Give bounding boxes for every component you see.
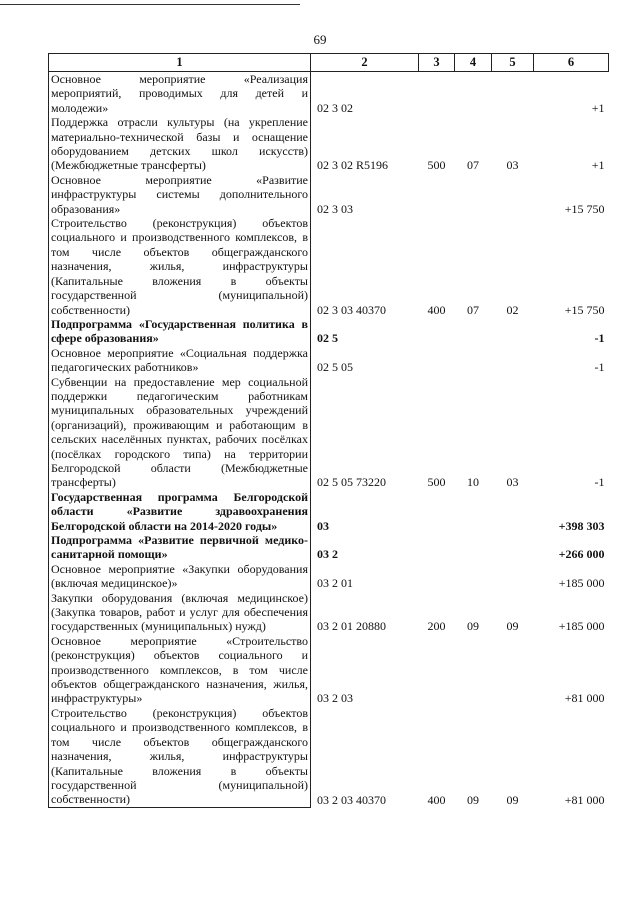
row-name-cell [49, 591, 311, 634]
table-row [49, 562, 609, 591]
row-name-text: Основное мероприятие «Реализация мероприятий, проводимых для детей и молодежи» [51, 72, 308, 115]
row-rz-cell [455, 490, 492, 533]
row-name-text: Подпрограмма «Государственная политика в сфере образования» [51, 316, 308, 346]
header-col-2: 2 [311, 54, 419, 72]
row-sum-cell: +1 [591, 100, 605, 115]
row-vr-cell: 200 [427, 619, 446, 634]
table-row [49, 706, 609, 807]
row-pr-cell: 03 [506, 158, 519, 173]
row-pr-cell [492, 634, 534, 706]
row-pr-cell: 09 [506, 792, 519, 807]
row-rz-cell [455, 173, 492, 216]
table-row [49, 216, 609, 317]
table-row [49, 115, 609, 173]
table-row [49, 375, 609, 490]
row-name-cell [49, 346, 311, 375]
row-code-cell: 03 2 01 [317, 576, 353, 591]
row-vr-cell: 400 [427, 302, 446, 317]
row-rz-cell: 09 [467, 792, 479, 807]
row-rz-cell [455, 634, 492, 706]
table-row [49, 72, 609, 116]
row-code-cell: 02 5 05 73220 [317, 475, 386, 490]
row-name-text: Основное мероприятие «Социальная поддержка педагогических работников» [51, 345, 308, 375]
row-pr-cell [492, 173, 534, 216]
row-vr-cell [419, 317, 455, 346]
row-pr-cell [492, 533, 534, 562]
row-code-cell: 03 2 03 [317, 691, 353, 706]
row-sum-cell: -1 [594, 331, 605, 346]
row-name-cell [49, 72, 311, 116]
row-sum-cell: +185 000 [558, 619, 605, 634]
row-name-cell [49, 490, 311, 533]
row-code-cell: 03 2 03 40370 [317, 792, 386, 807]
row-code-cell: 02 5 [317, 331, 338, 346]
row-vr-cell [419, 634, 455, 706]
row-name-cell [49, 317, 311, 346]
header-col-3: 3 [419, 54, 455, 72]
row-sum-cell: +185 000 [558, 576, 605, 591]
row-pr-cell: 09 [506, 619, 519, 634]
row-code-cell: 02 3 03 40370 [317, 302, 386, 317]
row-name-cell [49, 115, 311, 173]
row-name-text: Закупки оборудования (включая медицинское) (Закупка товаров, работ и услуг для обеспечения государственных (муниципальных) нужд) [51, 590, 308, 634]
row-pr-cell [492, 562, 534, 591]
row-name-cell [49, 173, 311, 216]
row-vr-cell [419, 533, 455, 562]
table-row [49, 490, 609, 533]
table-row [49, 317, 609, 346]
row-name-text: Строительство (реконструкция) объектов социального и производственного комплексов, в том числе объектов общегражданского назначения, жилья, инфраструктуры (Капитальные вложения в объекты государственной (муниципальной) собственности) [51, 705, 308, 807]
row-vr-cell [419, 173, 455, 216]
row-name-text: Основное мероприятие «Развитие инфраструктуры системы дополнительного образования» [51, 172, 308, 216]
document-page [48, 53, 608, 808]
row-vr-cell [419, 346, 455, 375]
row-sum-cell: -1 [594, 475, 605, 490]
row-name-text: Основное мероприятие «Закупки оборудования (включая медицинское)» [51, 561, 308, 591]
row-name-cell [49, 216, 311, 317]
header-row [49, 54, 609, 72]
row-vr-cell [419, 562, 455, 591]
row-code-cell: 02 3 02 [317, 100, 353, 115]
table-row [49, 346, 609, 375]
row-vr-cell: 500 [427, 475, 446, 490]
row-code-cell: 02 5 05 [317, 360, 353, 375]
row-pr-cell [492, 317, 534, 346]
row-code-cell: 03 [317, 518, 329, 533]
row-vr-cell: 400 [427, 792, 446, 807]
row-sum-cell: +15 750 [564, 302, 605, 317]
row-code-cell: 02 3 02 R5196 [317, 158, 389, 173]
row-name-text: Поддержка отрасли культуры (на укрепление материально-технической базы и оснащение оборудованием детских школ искусств) (Межбюджетные трансферты) [51, 115, 308, 173]
row-rz-cell [455, 562, 492, 591]
row-rz-cell [455, 317, 492, 346]
row-name-cell [49, 562, 311, 591]
row-rz-cell: 09 [467, 619, 479, 634]
row-vr-cell [419, 490, 455, 533]
row-code-cell: 02 3 03 [317, 201, 353, 216]
row-name-cell [49, 533, 311, 562]
row-code-cell: 03 2 01 20880 [317, 619, 386, 634]
row-sum-cell: +398 303 [558, 518, 605, 533]
row-pr-cell: 02 [506, 302, 519, 317]
row-name-text: Подпрограмма «Развитие первичной медико-санитарной помощи» [51, 533, 308, 562]
row-sum-cell: -1 [594, 360, 605, 375]
header-col-4: 4 [455, 54, 492, 72]
header-col-6: 6 [534, 54, 609, 72]
table-row [49, 634, 609, 706]
page-number: 69 [313, 32, 327, 47]
table-row [49, 173, 609, 216]
row-rz-cell: 07 [467, 302, 479, 317]
row-sum-cell: +266 000 [558, 547, 605, 562]
row-sum-cell: +81 000 [564, 691, 605, 706]
row-name-text: Строительство (реконструкция) объектов социального и производственного комплексов, в том числе объектов общегражданского назначения, жилья, инфраструктуры (Капитальные вложения в объекты государственной (муниципальной) собственности) [51, 216, 308, 317]
row-name-cell [49, 634, 311, 706]
row-rz-cell: 07 [467, 158, 479, 173]
header-col-1: 1 [49, 54, 311, 72]
row-name-text: Государственная программа Белгородской области «Развитие здравоохранения Белгородской области на 2014-2020 годы» [51, 489, 308, 533]
row-sum-cell: +81 000 [564, 792, 605, 807]
row-name-cell [49, 706, 311, 807]
row-vr-cell [419, 72, 455, 116]
header-col-5: 5 [492, 54, 534, 72]
row-pr-cell [492, 346, 534, 375]
row-rz-cell [455, 72, 492, 116]
row-sum-cell: +15 750 [564, 201, 605, 216]
row-rz-cell [455, 346, 492, 375]
row-pr-cell [492, 490, 534, 533]
row-pr-cell: 03 [506, 475, 519, 490]
row-rz-cell: 10 [467, 475, 479, 490]
table-body [49, 72, 609, 808]
table-row [49, 591, 609, 634]
budget-table [48, 53, 609, 808]
row-name-text: Основное мероприятие «Строительство (реконструкция) объектов социального и производственного комплексов, в том числе объектов общегражданского назначения, жилья, инфраструктуры» [51, 633, 308, 706]
row-name-cell [49, 375, 311, 490]
row-vr-cell: 500 [427, 158, 446, 173]
row-pr-cell [492, 72, 534, 116]
table-row [49, 533, 609, 562]
row-code-cell: 03 2 [317, 547, 338, 562]
row-sum-cell: +1 [591, 158, 605, 173]
top-rule [0, 4, 300, 5]
row-rz-cell [455, 533, 492, 562]
row-name-text: Субвенции на предоставление мер социальной поддержки педагогическим работникам муниципальных образовательных учреждений (организаций), проживающим и работающим в сельских населённых пунктах, рабочих посёлках (посёлках городского типа) на территории Белгородской области (Межбюджетные трансферты) [51, 374, 308, 490]
